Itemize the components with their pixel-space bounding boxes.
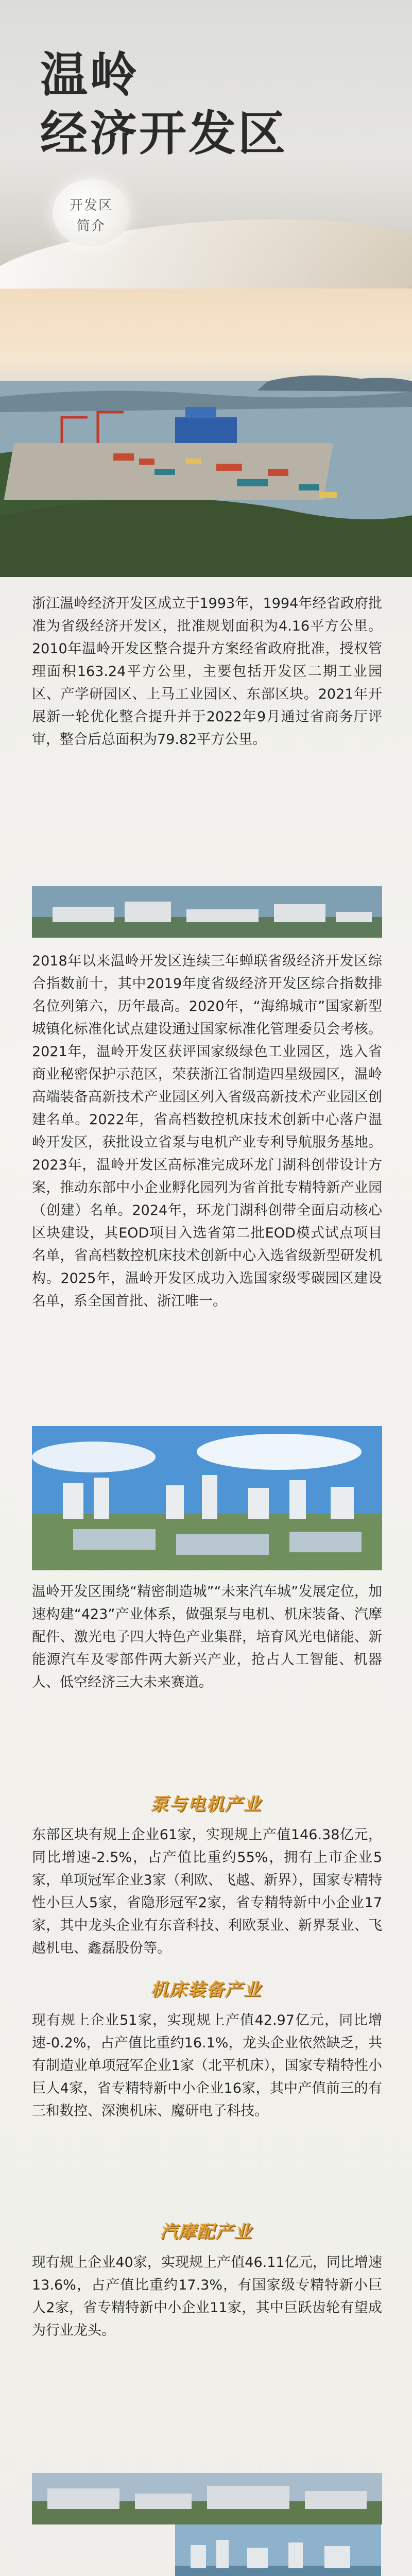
- header-banner: [0, 0, 412, 289]
- intro-badge: [53, 179, 130, 246]
- intro-paragraph: 浙江温岭经济开发区成立于1993年，1994年经省政府批准为省级经济开发区，批准规划面积为4.16平方公里。2010年温岭开发区整合提升方案经省政府批准，授权管理面积163.24平方公里，主要包括开发区二期工业园区、产学研园区、上马工业园区、东部区块。2021年开展新一轮优化整合提升并于2022年9月通过省商务厅评审，整合后总面积为79.82平方公里。: [32, 596, 382, 748]
- intro-badge-line2: 简介: [76, 218, 106, 234]
- section-heading-pump-motor: 泵与电机产业: [150, 1794, 262, 1815]
- section-heading-machine-tool: 机床装备产业: [150, 1979, 262, 2000]
- city-skyline-photo: [32, 1426, 382, 1570]
- section-heading-auto-parts: 汽摩配产业: [160, 2222, 252, 2242]
- achievements-paragraph: 2018年以来温岭开发区连续三年蝉联省级经济开发区综合指数前十，其中2019年度省级经济开发区综合指数排名位列第六，历年最高。2020年，“海绵城市”国家新型城镇化标准化试点建设通过国家标准化管理委员会考核。2021年，温岭开发区获评国家级绿色工业园区，选入省商业秘密保护示范区，荣获浙江省制造四星级园区，温岭高端装备高新技术产业园区列入省级高新技术产业园区创建名单。2022年，省高档数控机床技术创新中心落户温岭开发区，获批设立省泵与电机产业专利导航服务基地。2023年，温岭开发区高标准完成环龙门湖科创带设计方案，推动东部中小企业孵化园列为省首批专精特新产业园（创建）名单。2024年，环龙门湖科创带全面启动核心区块建设，其EOD项目入选省第二批EOD模式试点项目名单，省高档数控机床技术创新中心入选省级新型研发机构。2025年，温岭开发区成功入选国家级零碳园区建设名单，系全国首批、浙江唯一。: [32, 953, 382, 1309]
- page-title-line1: 温岭: [40, 47, 140, 103]
- factory-photo: [32, 2473, 382, 2524]
- industrial-park-photo: [32, 886, 382, 938]
- section-text-pump-motor: 东部区块有规上企业61家，实现规上产值146.38亿元，同比增速-2.5%，占产值比重约55%，拥有上市企业5家，单项冠军企业3家（利欧、飞越、新界），国家专精特性小巨人5家，省隐形冠军2家，省专精特新中小企业17家，其中龙头企业有东音科技、利欧泵业、新界泵业、飞越机电、鑫磊股份等。: [32, 1827, 382, 1956]
- port-aerial-photo: [0, 289, 412, 577]
- page-title-line2: 经济开发区: [40, 106, 288, 161]
- river-city-photo: [175, 2524, 381, 2576]
- section-text-auto-parts: 现有规上企业40家，实现规上产值46.11亿元，同比增速13.6%，占产值比重约17.3%，有国家级专精特新小巨人2家，省专精特新中小企业11家，其中巨跃齿轮有望成为行业龙头。: [32, 2255, 382, 2338]
- intro-badge-line1: 开发区: [69, 198, 113, 213]
- positioning-paragraph: 温岭开发区围绕“精密制造城”“未来汽车城”发展定位，加速构建“423”产业体系，做强泵与电机、机床装备、汽摩配件、激光电子四大特色产业集群，培育风光电储能、新能源汽车及零部件两大新兴产业，抢占人工智能、机器人、低空经济三大未来赛道。: [32, 1584, 382, 1690]
- section-text-machine-tool: 现有规上企业51家，实现规上产值42.97亿元，同比增速-0.2%，占产值比重约16.1%，龙头企业依然缺乏，共有制造业单项冠军企业1家（北平机床），国家专精特性小巨人4家，省专精特新中小企业16家，其中产值前三的有三和数控、深澳机床、魔研电子科技。: [32, 2012, 382, 2119]
